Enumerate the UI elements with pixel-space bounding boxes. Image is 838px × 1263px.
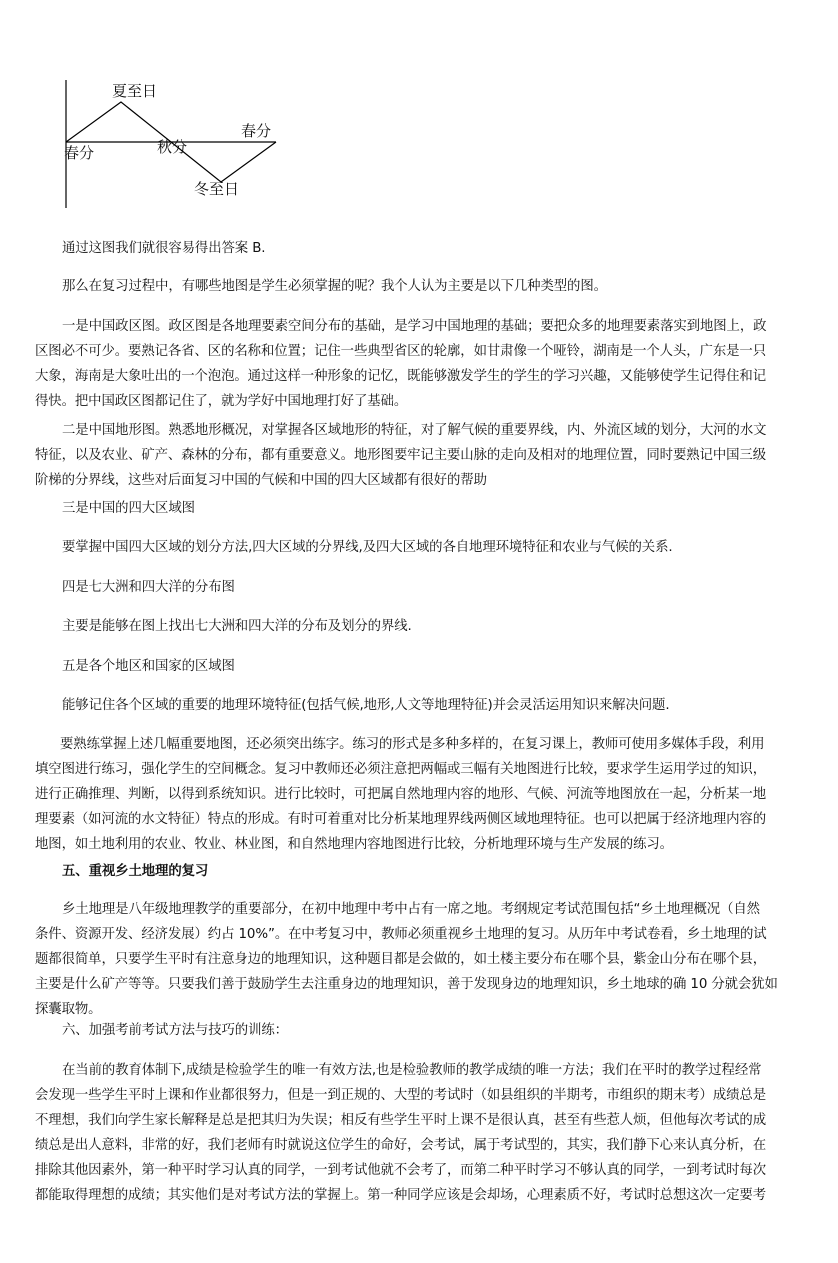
paragraph-line: 主要是能够在图上找出七大洲和四大洋的分布及划分的界线. [62,619,412,634]
paragraph-line: 特征，以及农业、矿产、森林的分布，都有重要意义。地形图要牢记主要山脉的走向及相对的地理位置，同时要熟记中国三级 [35,448,766,463]
paragraph-map-practice [35,732,802,857]
paragraph-line: 进行正确推理、判断，以得到系统知识。进行比较时，可把属自然地理内容的地形、气候、河流等地图放在一起，分析某一地 [35,787,766,802]
paragraph-line: 五是各个地区和国家的区域图 [62,659,235,674]
paragraph-line: 都能取得理想的成绩；其实他们是对考试方法的掌握上。第一种同学应该是会却场，心理素质不好，考试时总想这次一定要考 [35,1188,766,1203]
paragraph-line: 区图必不可少。要熟记各省、区的名称和位置；记住一些典型省区的轮廓，如甘肃像一个哑铃，湖南是一个人头，广东是一只 [35,344,766,359]
label-autumn-equinox: 秋分 [157,138,188,156]
paragraph-line: 条件、资源开发、经济发展）约占 10%”。在中考复习中，教师必须重视乡土地理的复习。从历年中考试卷看，乡土地理的试 [35,927,767,942]
paragraph-line: 地图，如土地利用的农业、牧业、林业图，和自然地理内容地图进行比较，分析地理环境与生产发展的练习。 [35,837,673,852]
paragraph-line: 三是中国的四大区域图 [62,501,195,516]
paragraph-regional-maps [62,693,804,718]
paragraph-line: 能够记住各个区域的重要的地理环境特征(包括气候,地形,人文等地理特征)并会灵活运用知识来解决问题. [62,698,670,713]
paragraph-line: 四是七大洲和四大洋的分布图 [62,580,235,595]
paragraph-line: 在当前的教育体制下,成绩是检验学生的唯一有效方法,也是检验教师的教学成绩的唯一方法；我们在平时的教学过程经常 [62,1063,762,1078]
paragraph-line: 要熟练掌握上述几幅重要地图，还必须突出练字。练习的形式是多种多样的，在复习课上，教师可使用多媒体手段，利用 [60,737,765,752]
paragraph-line: 绩总是出人意料，非常的好，我们老师有时就说这位学生的命好，会考试，属于考试型的，其实，我们静下心来认真分析，在 [35,1138,766,1153]
paragraph-local-geography [35,897,804,1022]
paragraph-continents-oceans [62,614,804,639]
paragraph-line: 填空图进行练习，强化学生的空间概念。复习中教师还必须注意把两幅或三幅有关地图进行比较，要求学生运用学过的知识， [35,762,766,777]
heading-four-regions-map [62,496,804,521]
paragraph-political-map [35,314,804,414]
heading-text: 五、重视乡土地理的复习 [62,864,209,879]
paragraph-line: 通过这图我们就很容易得出答案 B. [62,241,266,256]
section-heading-local-geography [62,859,804,884]
paragraph-line: 阶梯的分界线，这些对后面复习中国的气候和中国的四大区域都有很好的帮助 [35,473,487,488]
paragraph-map-types-intro [62,274,804,299]
paragraph-line: 理要素（如河流的水文特征）特点的形成。有时可着重对比分析某地理界线两侧区域地理特征。也可以把属于经济地理内容的 [35,812,766,827]
paragraph-exam-skills [35,1058,804,1208]
paragraph-line: 不理想，我们向学生家长解释是总是把其归为失误；相反有些学生平时上课不是很认真，甚至有些惹人烦，但他每次考试的成 [35,1113,766,1128]
label-summer-solstice: 夏至日 [112,82,158,100]
heading-regional-maps [62,654,804,679]
paragraph-line: 题都很简单，只要学生平时有注意身边的地理知识，这种题目都是会做的，如土楼主要分布在哪个县，紫金山分布在哪个县， [35,952,766,967]
paragraph-line: 大象，海南是大象吐出的一个泡泡。通过这样一种形象的记忆，既能够激发学生的学生的学习兴趣，又能够使学生记得住和记 [35,369,766,384]
paragraph-line: 二是中国地形图。熟悉地形概况，对掌握各区域地形的特征，对了解气候的重要界线，内、外流区域的划分，大河的水文 [62,423,767,438]
paragraph-line: 那么在复习过程中，有哪些地图是学生必须掌握的呢？我个人认为主要是以下几种类型的图。 [62,279,607,294]
paragraph-line: 得快。把中国政区图都记住了，就为学好中国地理打好了基础。 [35,394,408,409]
section-heading-exam-skills [62,1018,804,1043]
paragraph-line: 要掌握中国四大区域的划分方法,四大区域的分界线,及四大区域的各自地理环境特征和农业与气候的关系. [62,540,673,555]
label-winter-solstice: 冬至日 [194,180,240,198]
paragraph-line: 排除其他因素外，第一种平时学习认真的同学，一到考试他就不会考了，而第二种平时学习不够认真的同学，一到考试时每次 [35,1163,766,1178]
paragraph-line: 一是中国政区图。政区图是各地理要素空间分布的基础，是学习中国地理的基础；要把众多的地理要素落实到地图上，政 [62,319,767,334]
heading-text: 六、加强考前考试方法与技巧的训练： [62,1023,288,1038]
solar-term-diagram [58,74,298,212]
paragraph-line: 主要是什么矿产等等。只要我们善于鼓励学生去注重身边的地理知识，善于发现身边的地理知识，乡土地球的确 10 分就会犹如 [35,977,778,992]
paragraph-line: 会发现一些学生平时上课和作业都很努力，但是一到正规的、大型的考试时（如县组织的半期考，市组织的期末考）成绩总是 [35,1088,766,1103]
paragraph-answer-b [62,236,804,261]
paragraph-terrain-map [35,418,804,493]
label-spring-equinox-right: 春分 [241,122,272,140]
heading-continents-oceans-map [62,575,804,600]
paragraph-four-regions [62,535,804,560]
paragraph-line: 乡土地理是八年级地理教学的重要部分，在初中地理中考中占有一席之地。考纲规定考试范围包括“乡土地理概况（自然 [62,902,760,917]
label-spring-equinox-left: 春分 [64,144,95,162]
paragraph-line: 探囊取物。 [35,1002,102,1017]
